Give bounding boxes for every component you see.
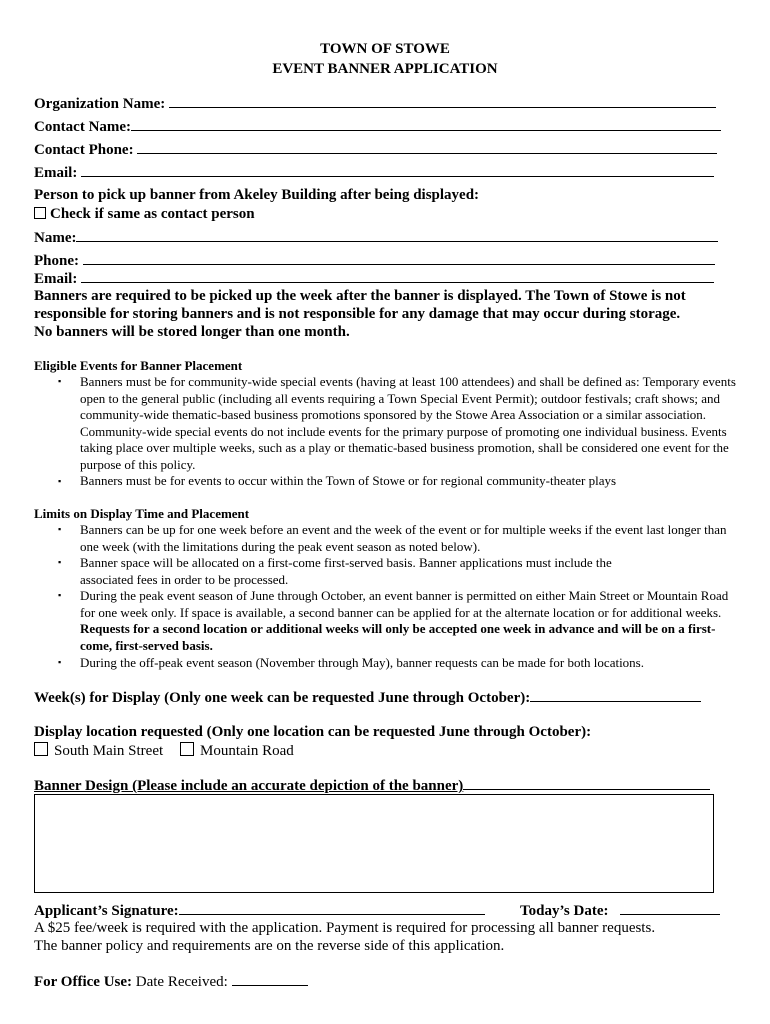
pickup-name-line[interactable] bbox=[76, 229, 718, 242]
limits-bullet-3 bbox=[80, 588, 742, 654]
bullet-icon: ▪ bbox=[58, 590, 62, 600]
date-received-line[interactable] bbox=[232, 973, 308, 986]
contact-phone-label: Contact Phone: bbox=[34, 142, 134, 158]
pickup-email-line[interactable] bbox=[81, 270, 714, 283]
contact-email-label: Email: bbox=[34, 165, 78, 181]
notice-line-2: responsible for storing banners and is not responsible for any damage that may occur during storage. bbox=[34, 306, 681, 322]
signature-label: Applicant’s Signature: bbox=[34, 903, 179, 919]
south-main-label: South Main Street bbox=[54, 743, 164, 759]
contact-email-line[interactable] bbox=[81, 164, 714, 177]
signature-line[interactable] bbox=[179, 902, 485, 915]
checkbox-icon[interactable] bbox=[180, 742, 194, 756]
organization-name-line[interactable] bbox=[169, 95, 716, 108]
contact-phone-line[interactable] bbox=[137, 141, 717, 154]
office-use-field[interactable] bbox=[34, 973, 308, 991]
page-title: TOWN OF STOWE bbox=[320, 41, 450, 57]
pickup-email-field[interactable] bbox=[34, 270, 714, 288]
mountain-road-label: Mountain Road bbox=[200, 743, 294, 759]
bullet-icon: ▪ bbox=[58, 476, 62, 486]
page-subtitle: EVENT BANNER APPLICATION bbox=[272, 61, 498, 77]
eligible-bullet-1: Banners must be for community-wide special events (having at least 100 attendees) and shall be defined as: Temporary events open to the general public (including all events requiring a Town Special Event Permit); outdoor festivals; craft shows; and community-wide thematic-based business promotions sponsored by the Stowe Area Association or a similar association. Community-wide special events do not include events for the primary purpose of promoting one individual business. Events taking place over multiple weeks, such as a play or thematic-based business promotion, shall be considered one event for the purpose of this policy. bbox=[80, 374, 736, 472]
pickup-phone-label: Phone: bbox=[34, 253, 79, 269]
banner-design-label: Banner Design (Please include an accurate depiction of the banner) bbox=[34, 778, 464, 794]
pickup-email-label: Email: bbox=[34, 271, 78, 287]
weeks-display-field[interactable] bbox=[34, 689, 701, 707]
banner-design-field bbox=[34, 777, 710, 795]
limits-bullet-2: Banner space will be allocated on a first-come first-served basis. Banner applications must include the associated fees in order to be processed. bbox=[80, 555, 612, 587]
limits-bullet-4: During the off-peak event season (November through May), banner requests can be made for both locations. bbox=[80, 655, 644, 670]
limits-heading: Limits on Display Time and Placement bbox=[34, 506, 250, 521]
weeks-display-label: Week(s) for Display (Only one week can be requested June through October): bbox=[34, 690, 531, 706]
fee-line-2: The banner policy and requirements are on the reverse side of this application. bbox=[34, 938, 505, 954]
contact-phone-field[interactable] bbox=[34, 141, 717, 159]
today-date-label: Today’s Date: bbox=[520, 903, 609, 919]
eligible-bullet-2: Banners must be for events to occur within the Town of Stowe or for regional community-theater plays bbox=[80, 473, 617, 488]
office-use-label: For Office Use: bbox=[34, 974, 133, 990]
banner-design-box[interactable] bbox=[34, 794, 714, 893]
checkbox-icon[interactable] bbox=[34, 742, 48, 756]
today-date-line[interactable] bbox=[620, 902, 720, 915]
contact-name-label: Contact Name: bbox=[34, 119, 132, 135]
bullet-icon: ▪ bbox=[58, 376, 62, 386]
limits-bullet-1: Banners can be up for one week before an event and the week of the event or for multiple weeks if the event last longer than one week (with the limitations during the peak event season as noted below). bbox=[80, 522, 727, 554]
date-received-label: Date Received: bbox=[135, 974, 228, 990]
signature-field[interactable] bbox=[34, 902, 485, 920]
bullet-icon: ▪ bbox=[58, 557, 62, 567]
bullet-icon: ▪ bbox=[58, 524, 62, 534]
pickup-heading: Person to pick up banner from Akeley Building after being displayed: bbox=[34, 187, 480, 203]
location-option-mountain-road[interactable] bbox=[180, 742, 294, 760]
fee-line-1: A $25 fee/week is required with the application. Payment is required for processing all banner requests. bbox=[34, 920, 656, 936]
banner-design-underline bbox=[463, 777, 710, 790]
pickup-phone-field[interactable] bbox=[34, 252, 715, 270]
pickup-name-field[interactable] bbox=[34, 229, 718, 247]
eligible-heading: Eligible Events for Banner Placement bbox=[34, 358, 243, 373]
bullet-icon: ▪ bbox=[58, 657, 62, 667]
same-as-contact-label: Check if same as contact person bbox=[50, 206, 255, 222]
weeks-display-line[interactable] bbox=[530, 689, 701, 702]
notice-line-1: Banners are required to be picked up the week after the banner is displayed. The Town of Stowe is not bbox=[34, 288, 686, 304]
contact-name-field[interactable] bbox=[34, 118, 721, 136]
location-option-south-main[interactable] bbox=[34, 742, 163, 760]
pickup-phone-line[interactable] bbox=[83, 252, 715, 265]
notice-line-3: No banners will be stored longer than one month. bbox=[34, 324, 350, 340]
contact-name-line[interactable] bbox=[131, 118, 721, 131]
organization-name-field[interactable] bbox=[34, 95, 716, 113]
checkbox-icon[interactable] bbox=[34, 207, 46, 219]
limits-bullet-3-bold: Requests for a second location or additional weeks will only be accepted one week in advance and will be on a first-come, first-served basis. bbox=[80, 621, 716, 653]
contact-email-field[interactable] bbox=[34, 164, 714, 182]
limits-bullet-3-text: During the peak event season of June through October, an event banner is permitted on either Main Street or Mountain Road for one week only. If space is available, a second banner can be applied for at the alternate location or for additional weeks. bbox=[80, 588, 729, 620]
today-date-field[interactable] bbox=[520, 902, 720, 920]
same-as-contact-checkbox[interactable] bbox=[34, 206, 255, 223]
location-label: Display location requested (Only one location can be requested June through October): bbox=[34, 724, 592, 740]
pickup-name-label: Name: bbox=[34, 230, 77, 246]
organization-name-label: Organization Name: bbox=[34, 96, 166, 112]
